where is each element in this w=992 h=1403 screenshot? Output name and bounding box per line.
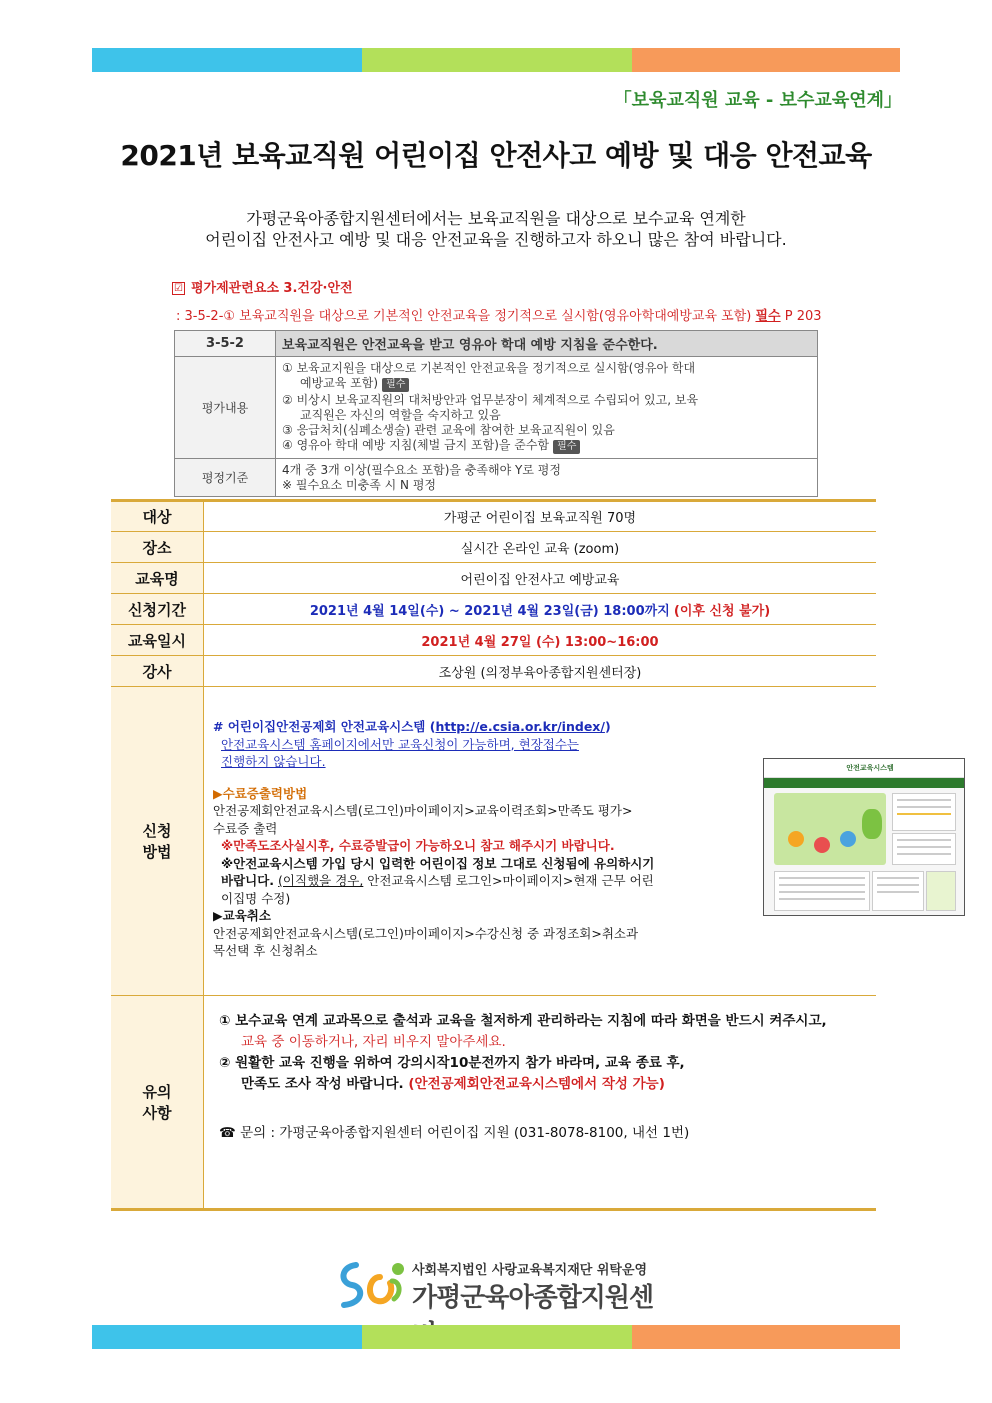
bar-segment-blue [92,48,362,72]
required-mark: 필수 [755,309,781,324]
bar-segment-orange [632,1325,900,1349]
screenshot-header: 안전교육시스템 [764,759,964,778]
apply-cell [204,687,894,996]
organization-logo [334,1255,674,1315]
note-2-line-2: 만족도 조사 작성 바랍니다. (안전공제회안전교육시스템에서 작성 가능) [241,1076,665,1092]
org-name: 가평군육아종합지원센 [412,1283,654,1313]
content-label: 평가내용 [175,357,276,459]
org-subtitle: 사회복지법인 사랑교육복지재단 위탁운영 [412,1263,648,1278]
page-reference: P 203 [784,309,822,324]
cancel-line-2: 목선택 후 신청취소 [213,943,318,958]
evaluation-table [174,330,818,497]
top-color-bar [92,48,900,72]
page-title: 2021년 보육교직원 어린이집 안전사고 예방 및 대응 안전교육 [120,139,872,172]
cancel-line-1: 안전공제회안전교육시스템(로그인)마이페이지>수강신청 중 과정조회>취소과 [213,925,639,941]
notes-cell [204,996,877,1210]
target-label: 대상 [111,501,204,532]
screenshot-list [774,871,870,911]
screenshot-login [892,793,956,831]
item-4: ④ 영유아 학대 예방 지침(체벌 금지 포함)을 준수함 필수 [282,438,811,454]
intro-text [0,208,992,250]
place-value: 실시간 온라인 교육 (zoom) [204,532,877,563]
period-value: 2021년 4월 14일(수) ~ 2021년 4월 23일(금) 18:00까지 (이후 신청 불가) [204,594,877,625]
period-label: 신청기간 [111,594,204,625]
evaluation-code: 3-5-2 [175,331,276,357]
phone-icon: ☎ [219,1125,236,1141]
system-line: # 어린이집안전공제회 안전교육시스템 (http://e.csia.or.kr/index/) [213,719,611,734]
screenshot-nav [764,778,964,788]
place-label: 장소 [111,532,204,563]
screenshot-side [926,871,956,911]
bar-segment-orange [632,48,900,72]
only-line-1: 안전교육시스템 홈페이지에서만 교육신청이 가능하며, 현장접수는 [221,736,579,752]
info-table [111,499,894,1211]
note-2-line-1: ② 원활한 교육 진행을 위하여 강의시작10분전까지 참가 바라며, 교육 종료 후, [219,1055,685,1071]
bar-segment-green [362,48,632,72]
cert-heading: ▶수료증출력방법 [213,785,308,801]
bottom-color-bar [92,1325,900,1349]
note-2-line-1: ※안전교육시스템 가입 당시 입력한 어린이집 정보 그대로 신청됨에 유의하시기 [221,855,655,871]
bar-segment-green [362,1325,632,1349]
criteria-1: 4개 중 3개 이상(필수요소 포함)을 충족해야 Y로 평정 [282,463,561,477]
date-label: 교육일시 [111,625,204,656]
course-value: 어린이집 안전사고 예방교육 [204,563,877,594]
content-items [276,357,818,459]
item-2-cont: 교직원은 자신의 역할을 숙지하고 있음 [300,408,501,422]
tagline: 「보육교직원 교육 - 보수교육연계」 [613,90,902,111]
notes-label: 유의 사항 [111,996,204,1210]
notes-text [219,1011,827,1095]
teacher-label: 강사 [111,656,204,687]
screenshot-calendar [872,871,924,911]
course-label: 교육명 [111,563,204,594]
note-1: ※만족도조사실시후, 수료증발급이 가능하오니 참고 해주시기 바랍니다. [221,838,615,853]
intro-line-1: 가평군육아종합지원센터에서는 보육교직원을 대상으로 보수교육 연계한 [246,209,746,228]
contact-line: ☎ 문의 : 가평군육아종합지원센터 어린이집 지원 (031-8078-8100, 내선 1번) [219,1125,690,1141]
note-1-line-2: 교육 중 이동하거나, 자리 비우지 말아주세요. [241,1034,506,1050]
evaluation-heading-text: 평가제관련요소 3.건강·안전 [191,281,353,296]
period-note: (이후 신청 불가) [673,603,771,619]
note-2-line-2: 바랍니다. (이직했을 경우, 안전교육시스템 로그인>마이페이지>현재 근무 어린이집명 수정) [221,873,654,906]
cancel-heading: ▶교육취소 [213,908,271,923]
date-value: 2021년 4월 27일 (수) 13:00~16:00 [204,625,877,656]
item-1: ① 보육교지원을 대상으로 기본적인 안전교육을 정기적으로 실시함(영유아 학대 [282,361,696,375]
evaluation-subheading [176,305,822,324]
required-badge: 필수 [553,440,580,454]
evaluation-heading [172,277,353,296]
intro-line-2: 어린이집 안전사고 예방 및 대응 안전교육을 진행하고자 하오니 많은 참여 바랍니다. [205,230,787,249]
logo-mark-icon [334,1259,408,1311]
item-3: ③ 응급처치(심폐소생술) 관련 교육에 참여한 보육교직원이 있음 [282,423,615,437]
apply-label: 신청 방법 [111,687,204,996]
criteria-label: 평정기준 [175,459,276,497]
criteria-content [276,459,818,497]
criteria-2: ※ 필수요소 미충족 시 N 평정 [282,478,437,492]
item-2: ② 비상시 보육교직원의 대처방안과 업무분장이 체계적으로 수립되어 있고, 보육 [282,393,699,407]
apply-text [213,718,665,960]
target-value: 가평군 어린이집 보육교직원 70명 [204,501,877,532]
only-line-2: 진행하지 않습니다. [221,754,326,769]
website-screenshot [763,758,965,916]
cert-line-1: 안전공제회안전교육시스템(로그인)마이페이지>교육이력조회>만족도 평가> [213,803,633,818]
evaluation-code-desc: 보육교직원은 안전교육을 받고 영유아 학대 예방 지침을 준수한다. [276,331,818,357]
checkbox-icon: ☑ [172,282,185,295]
cert-line-2: 수료증 출력 [213,820,278,836]
teacher-value: 조상원 (의정부육아종합지원센터장) [204,656,877,687]
item-1-cont: 예방교육 포함) 필수 [282,376,811,392]
bar-segment-blue [92,1325,362,1349]
note-1-line-1: ① 보수교육 연계 교과목으로 출석과 교육을 철저하게 관리하라는 지침에 따라 화면을 반드시 켜주시고, [219,1013,827,1029]
required-badge: 필수 [382,378,409,392]
screenshot-hero [774,793,886,865]
evaluation-sub-text: : 3-5-2-① 보육교직원을 대상으로 기본적인 안전교육을 정기적으로 실시함(영유아학대예방교육 포함) [176,309,752,324]
system-link[interactable]: http://e.csia.or.kr/index/ [435,719,605,734]
screenshot-cards [892,833,956,865]
